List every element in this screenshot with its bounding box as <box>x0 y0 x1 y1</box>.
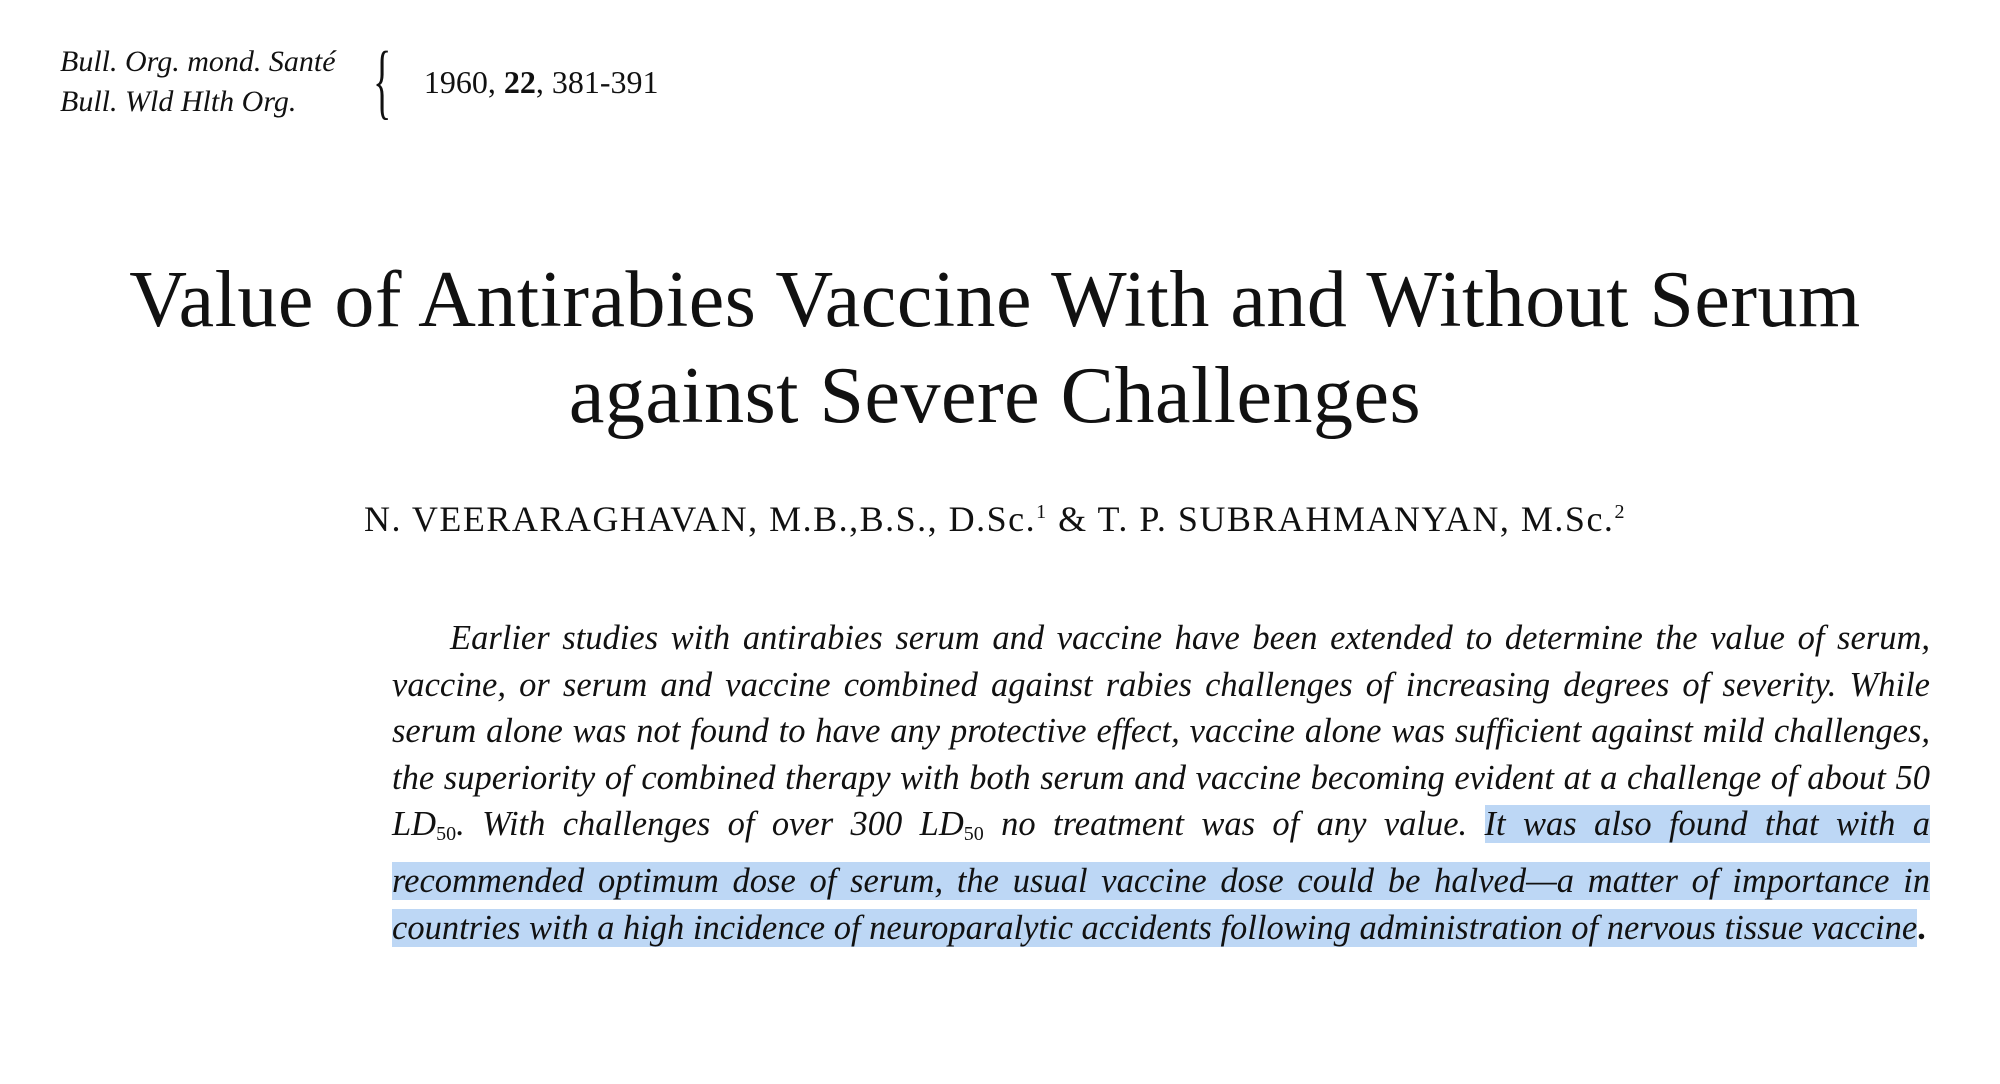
journal-name-english: Bull. Wld Hlth Org. <box>60 85 297 118</box>
citation <box>424 64 659 101</box>
author-1: N. VEERARAGHAVAN, M.B.,B.S., D.Sc. <box>364 499 1037 539</box>
highlighted-selection[interactable]: It was also found that with a recommended optimum dose of serum, the usual vaccine dose could be halved—a matter of importance in countries with a high incidence of neuroparalytic accidents following administration of nervous tissue vaccine <box>392 805 1931 947</box>
journal-reference <box>60 35 659 128</box>
author-list <box>0 498 1990 540</box>
brace-icon: { <box>372 35 391 128</box>
abstract-end: . <box>1917 908 1926 947</box>
author-2: T. P. SUBRAHMANYAN, M.Sc. <box>1097 499 1615 539</box>
citation-year: 1960, <box>423 63 496 100</box>
citation-volume: 22 <box>503 63 536 100</box>
author-2-footnote-mark: 2 <box>1614 501 1626 523</box>
journal-names <box>60 42 336 122</box>
abstract-text-1[interactable]: Earlier studies with antirabies serum and vaccine have been extended to determine the value of serum, vaccine, or serum and vaccine combined against rabies challenges of increasing degrees of severity. While serum alone was not found to have any protective effect, vaccine alone was sufficient against mild challenges, the superiority of combined therapy with both serum and vaccine becoming evident at a challenge of about 50 LD <box>392 619 1930 844</box>
author-connector: & <box>1047 499 1098 539</box>
ld-subscript-1: 50 <box>436 823 457 846</box>
title-line-1: Value of Antirabies Vaccine With and Without Serum <box>129 256 1861 344</box>
citation-pages: , 381-391 <box>535 63 659 100</box>
author-1-footnote-mark: 1 <box>1036 501 1048 523</box>
title-line-2: against Severe Challenges <box>568 352 1422 440</box>
abstract-text-3[interactable]: no treatment was of any value. <box>983 805 1468 844</box>
abstract[interactable] <box>392 615 1930 951</box>
journal-name-french: Bull. Org. mond. Santé <box>60 45 336 78</box>
ld-subscript-2: 50 <box>963 823 984 846</box>
abstract-text-2[interactable]: . With challenges of over 300 LD <box>456 805 964 844</box>
paper-title <box>0 252 1990 444</box>
